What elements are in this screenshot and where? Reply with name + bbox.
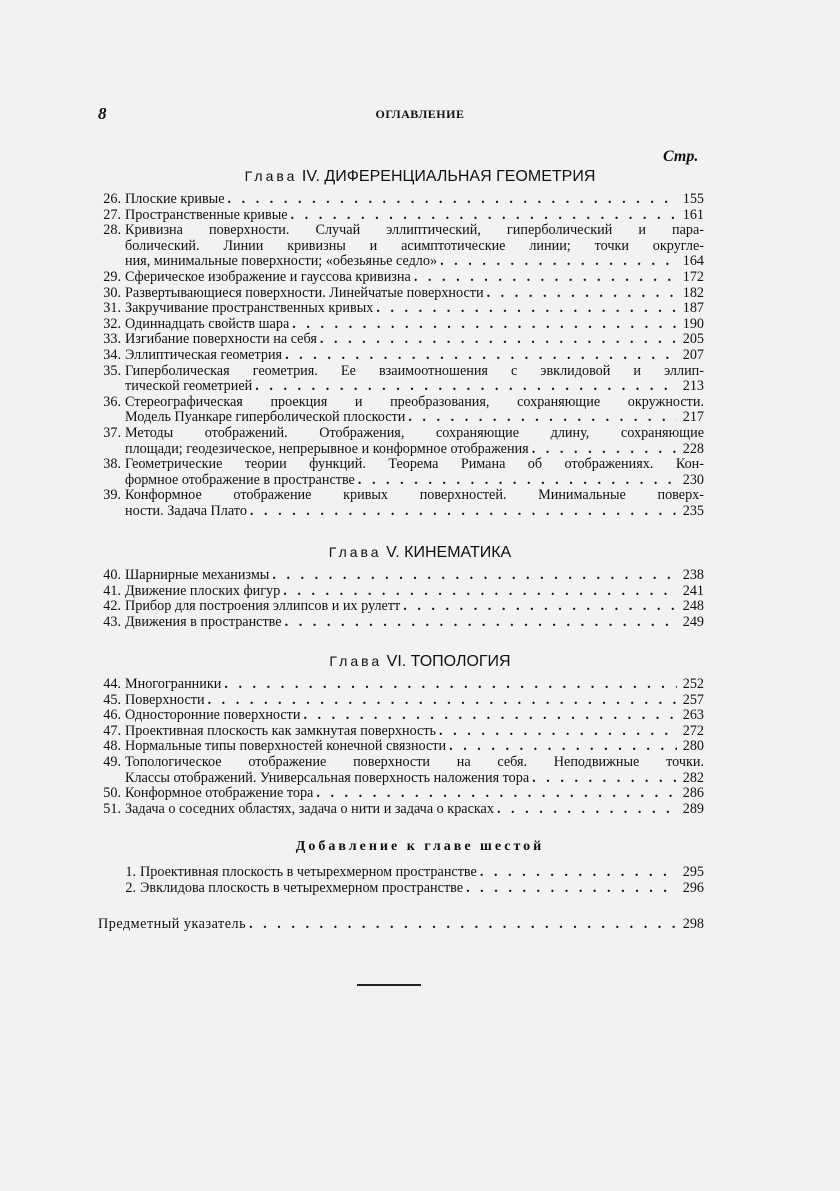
entry-page: 257 (682, 691, 704, 708)
toc-entry[interactable] (98, 301, 704, 317)
entry-title: Многогранники (125, 676, 222, 692)
leader-dots (285, 348, 677, 364)
leader-dots (272, 568, 677, 584)
entry-body (125, 708, 704, 724)
toc-entry[interactable] (98, 364, 704, 395)
entry-number: 41. (103, 582, 121, 599)
entry-title: Движение плоских фигур (125, 582, 281, 599)
leader-dots (224, 677, 677, 693)
closing-rule (357, 984, 421, 986)
chapter-word: Глава (244, 168, 298, 184)
leader-dots (487, 286, 677, 302)
entry-page: 213 (682, 378, 704, 395)
entry-title-lastline (125, 771, 704, 787)
chapter-title: IV. ДИФЕРЕНЦИАЛЬНАЯ ГЕОМЕТРИЯ (301, 168, 596, 185)
toc-entry[interactable] (98, 693, 704, 709)
entry-title-line: площади; геодезическое, непрерывное и конформное отображения (125, 440, 529, 457)
leader-dots (316, 786, 677, 802)
entry-number: 1. (125, 864, 136, 880)
entry-number: 31. (103, 300, 121, 317)
entry-title-line: Стереографическая проекция и преобразования, сохраняющие окружности. (125, 393, 704, 410)
entry-page: 241 (682, 582, 704, 599)
entry-title-line: Методы отображений. Отображения, сохраняющие длину, сохраняющие (125, 424, 704, 441)
supplement-entries (118, 864, 704, 896)
chapter-6-entries (98, 677, 704, 817)
entry-page: 164 (682, 253, 704, 270)
entry-page: 230 (682, 471, 704, 488)
entry-page: 296 (682, 880, 704, 896)
entry-title: Нормальные типы поверхностей конечной связности (125, 738, 447, 755)
toc-entry[interactable] (98, 332, 704, 348)
entry-title-line: Кривизна поверхности. Случай эллиптический, гиперболический и пара- (125, 222, 704, 239)
entry-title-line: болический. Линии кривизны и асимптотические линии; точки округле- (125, 237, 704, 254)
entry-body (125, 786, 704, 802)
entry-body (125, 584, 704, 600)
entry-title-lastline (125, 473, 704, 489)
entry-title: Изгибание поверхности на себя (125, 331, 317, 348)
entry-page: 272 (682, 722, 704, 739)
leader-dots (283, 584, 677, 600)
index-page: 298 (682, 916, 704, 932)
entry-body (125, 395, 704, 426)
toc-entry[interactable] (98, 348, 704, 364)
entry-number: 36. (103, 393, 121, 410)
toc-entry[interactable] (98, 584, 704, 600)
entry-body (125, 270, 704, 286)
index-entry[interactable] (98, 916, 704, 933)
entry-page: 282 (682, 769, 704, 786)
entry-title: Сферическое изображение и гауссова кривизна (125, 268, 411, 285)
toc-entry[interactable] (98, 270, 704, 286)
toc-entry[interactable] (98, 599, 704, 615)
entry-number: 2. (125, 880, 136, 896)
chapter-4-entries (98, 192, 704, 519)
leader-dots (208, 693, 677, 709)
entry-title: Шарнирные механизмы (125, 567, 270, 583)
supplement-entry[interactable] (118, 880, 704, 896)
leader-dots (449, 739, 677, 755)
entry-page: 280 (682, 738, 704, 755)
entry-body (125, 693, 704, 709)
entry-body (125, 317, 704, 333)
entry-number: 43. (103, 613, 121, 630)
entry-title: Поверхности (125, 691, 205, 708)
entry-title-line: формное отображение в пространстве (125, 471, 355, 488)
entry-page: 187 (682, 300, 704, 317)
entry-title-line: Геометрические теории функций. Теорема Римана об отображениях. Кон- (125, 456, 704, 473)
leader-dots (439, 724, 677, 740)
chapter-heading-5 (0, 544, 840, 562)
entry-body (125, 677, 704, 693)
chapter-heading-6 (0, 653, 840, 671)
leader-dots (320, 332, 677, 348)
entry-number: 44. (103, 676, 121, 692)
entry-number: 35. (103, 362, 121, 379)
entry-number: 33. (103, 331, 121, 348)
entry-title-line: Топологическое отображение поверхности на себя. Неподвижные точки. (125, 753, 704, 770)
entry-page: 205 (682, 331, 704, 348)
supplement-title: Добавление к главе шестой (295, 839, 545, 854)
entry-title: Односторонние поверхности (125, 707, 301, 724)
toc-entry[interactable] (98, 568, 704, 584)
leader-dots (358, 473, 677, 489)
entry-title: Эвклидова плоскость в четырехмерном пространстве (140, 880, 464, 896)
toc-entry[interactable] (98, 786, 704, 802)
entry-number: 34. (103, 346, 121, 363)
leader-dots (480, 864, 677, 880)
entry-title-lastline (125, 504, 704, 520)
entry-title: Одиннадцать свойств шара (125, 315, 290, 332)
leader-dots (250, 504, 677, 520)
entry-page: 252 (682, 676, 704, 692)
page-column-label: Стр. (663, 148, 699, 165)
leader-dots (249, 916, 677, 933)
entry-number: 46. (103, 707, 121, 724)
entry-number: 32. (103, 315, 121, 332)
entry-body (125, 724, 704, 740)
toc-entry[interactable] (98, 677, 704, 693)
entry-body (125, 364, 704, 395)
entry-page: 190 (682, 315, 704, 332)
toc-entry[interactable] (98, 488, 704, 519)
entry-page: 286 (682, 785, 704, 802)
entry-number: 27. (103, 206, 121, 223)
entry-title-line: тической геометрией (125, 378, 253, 395)
toc-entry[interactable] (98, 208, 704, 224)
entry-body (125, 457, 704, 488)
entry-number: 37. (103, 424, 121, 441)
entry-title-lastline (125, 410, 704, 426)
index-label: Предметный указатель (98, 916, 247, 932)
toc-entry[interactable] (98, 724, 704, 740)
entry-body (125, 615, 704, 631)
entry-page: 207 (682, 346, 704, 363)
entry-number: 47. (103, 722, 121, 739)
entry-page: 289 (682, 800, 704, 817)
toc-entry[interactable] (98, 802, 704, 818)
toc-entry[interactable] (98, 755, 704, 786)
supplement-entry[interactable] (118, 864, 704, 880)
leader-dots (292, 317, 677, 333)
entry-body (125, 192, 704, 208)
chapter-title: VI. ТОПОЛОГИЯ (386, 653, 511, 670)
entry-title: Проективная плоскость как замкнутая поверхность (125, 722, 437, 739)
entry-title: Проективная плоскость в четырехмерном пространстве (140, 864, 477, 880)
toc-entry[interactable] (98, 395, 704, 426)
chapter-word: Глава (328, 544, 382, 560)
entry-title-line: ности. Задача Плато (125, 502, 247, 519)
entry-title-lastline (125, 254, 704, 270)
entry-body (125, 426, 704, 457)
entry-number: 45. (103, 691, 121, 708)
entry-body (125, 286, 704, 302)
entry-title: Развертывающиеся поверхности. Линейчатые поверхности (125, 284, 484, 301)
entry-number: 39. (103, 487, 121, 504)
toc-entry[interactable] (98, 615, 704, 631)
entry-title-line: ния, минимальные поверхности; «обезьянье седло» (125, 253, 438, 270)
entry-body (125, 208, 704, 224)
entry-number: 48. (103, 738, 121, 755)
chapter-heading-4 (0, 168, 840, 186)
leader-dots (255, 379, 677, 395)
leader-dots (532, 771, 677, 787)
toc-entry[interactable] (98, 223, 704, 270)
entry-number: 30. (103, 284, 121, 301)
entry-number: 50. (103, 785, 121, 802)
entry-page: 172 (682, 268, 704, 285)
entry-page: 295 (682, 864, 704, 880)
leader-dots (291, 208, 677, 224)
leader-dots (403, 599, 677, 615)
entry-title-lastline (125, 442, 704, 458)
leader-dots (303, 708, 677, 724)
entry-page: 249 (682, 613, 704, 630)
entry-body (125, 332, 704, 348)
entry-title-line: Классы отображений. Универсальная поверхность наложения тора (125, 769, 530, 786)
entry-body (125, 755, 704, 786)
toc-entry[interactable] (98, 708, 704, 724)
entry-title-line: Модель Пуанкаре гиперболической плоскости (125, 409, 406, 426)
toc-entry[interactable] (98, 286, 704, 302)
entry-body (125, 599, 704, 615)
entry-page: 238 (682, 567, 704, 583)
chapter-5-entries (98, 568, 704, 630)
leader-dots (532, 442, 677, 458)
entry-page: 263 (682, 707, 704, 724)
entry-body (125, 802, 704, 818)
entry-body (125, 301, 704, 317)
entry-body (140, 880, 704, 896)
toc-entry[interactable] (98, 457, 704, 488)
entry-title: Плоские кривые (125, 191, 225, 207)
entry-number: 49. (103, 753, 121, 770)
entry-title: Конформное отображение тора (125, 785, 314, 802)
entry-title: Закручивание пространственных кривых (125, 300, 374, 317)
leader-dots (466, 880, 677, 896)
entry-number: 40. (103, 567, 121, 583)
entry-title: Прибор для построения эллипсов и их рулетт (125, 598, 401, 615)
entry-title: Эллиптическая геометрия (125, 346, 283, 363)
entry-title: Пространственные кривые (125, 206, 288, 223)
leader-dots (285, 615, 677, 631)
entry-page: 228 (682, 440, 704, 457)
leader-dots (228, 192, 677, 208)
entry-page: 155 (682, 191, 704, 207)
running-title: ОГЛАВЛЕНИЕ (375, 107, 465, 121)
entry-title-lastline (125, 379, 704, 395)
leader-dots (497, 802, 677, 818)
chapter-word: Глава (329, 653, 383, 669)
entry-page: 182 (682, 284, 704, 301)
toc-entry[interactable] (98, 317, 704, 333)
toc-entry[interactable] (98, 739, 704, 755)
entry-page: 161 (682, 206, 704, 223)
entry-body (125, 488, 704, 519)
leader-dots (408, 410, 677, 426)
leader-dots (414, 270, 677, 286)
entry-page: 217 (682, 409, 704, 426)
entry-body (125, 739, 704, 755)
toc-entry[interactable] (98, 192, 704, 208)
chapter-title: V. КИНЕМАТИКА (386, 544, 512, 561)
leader-dots (376, 301, 677, 317)
entry-body (125, 223, 704, 270)
entry-number: 28. (103, 222, 121, 239)
entry-page: 235 (682, 502, 704, 519)
entry-number: 29. (103, 268, 121, 285)
page-number: 8 (98, 104, 107, 123)
entry-title-line: Конформное отображение кривых поверхностей. Минимальные поверх- (125, 487, 704, 504)
toc-entry[interactable] (98, 426, 704, 457)
entry-number: 42. (103, 598, 121, 615)
entry-number: 26. (103, 191, 121, 207)
entry-title-line: Гиперболическая геометрия. Ее взаимоотношения с эвклидовой и эллип- (125, 362, 704, 379)
entry-body (125, 348, 704, 364)
entry-number: 38. (103, 456, 121, 473)
entry-number: 51. (103, 800, 121, 817)
entry-page: 248 (682, 598, 704, 615)
leader-dots (440, 254, 677, 270)
entry-title: Движения в пространстве (125, 613, 282, 630)
entry-body (125, 568, 704, 584)
entry-title: Задача о соседних областях, задача о нити и задача о красках (125, 800, 494, 817)
entry-body (140, 864, 704, 880)
